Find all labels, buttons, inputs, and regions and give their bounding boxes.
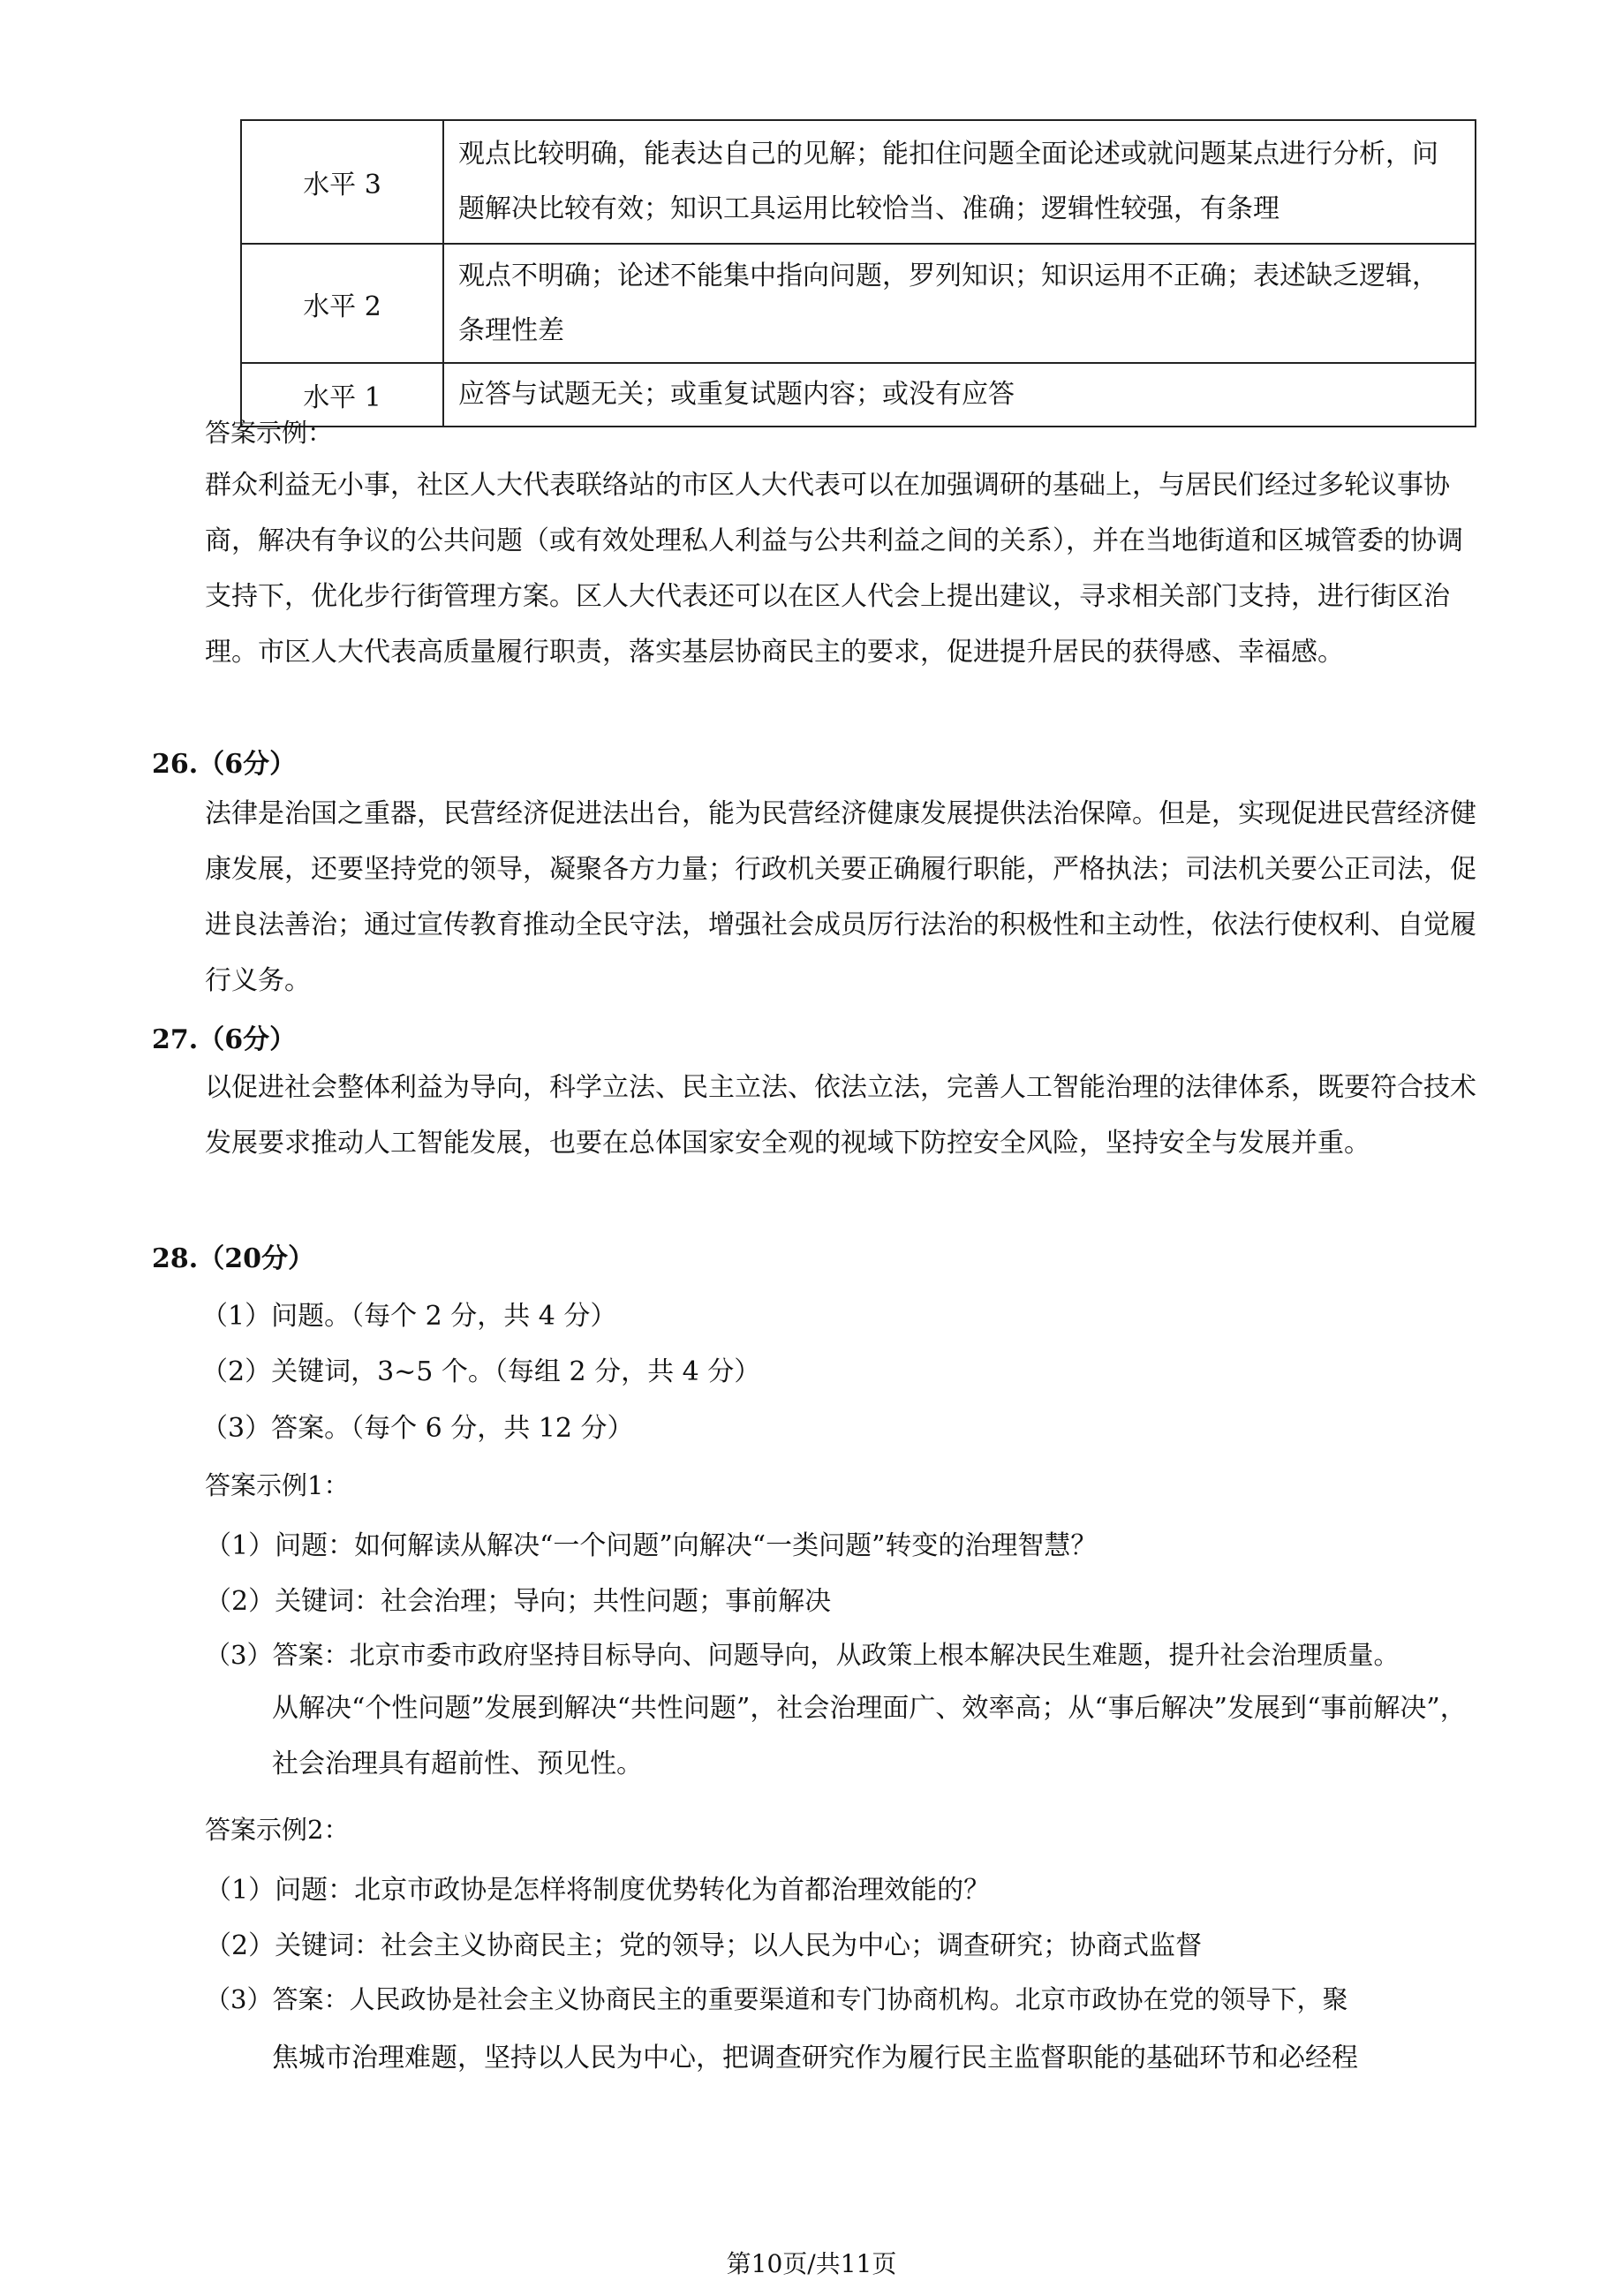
criteria-item: （2）关键词，3~5 个。（每组 2 分，共 4 分） <box>201 1356 761 1387</box>
level-description: 观点不明确；论述不能集中指向问题，罗列知识；知识运用不正确；表述缺乏逻辑，条理性差 <box>443 244 1476 363</box>
example1-answer-rest: 从解决“个性问题”发展到解决“共性问题”，社会治理面广、效率高；从“事后解决”发展到“事前解决”，社会治理具有超前性、预见性。 <box>272 1693 1467 1779</box>
page-number: 第10页/共11页 <box>726 2249 897 2278</box>
example-text: 群众利益无小事，社区人大代表联络站的市区人大代表可以在加强调研的基础上，与居民们经过多轮议事协商，解决有争议的公共问题（或有效处理私人利益与公共利益之间的关系），并在当地街道和区城管委的协调支持下，优化步行街管理方案。区人大代表还可以在区人代会上提出建议，寻求相关部门支持，进行街区治理。市区人大代表高质量履行职责，落实基层协商民主的要求，促进提升居民的获得感、幸福感。 <box>205 470 1463 668</box>
scoring-levels-table <box>240 119 1476 427</box>
question-26-number: 26.（6分） <box>152 749 297 780</box>
question-27-answer: 以促进社会整体利益为导向，科学立法、民主立法、依法立法，完善人工智能治理的法律体系，既要符合技术发展要求推动人工智能发展，也要在总体国家安全观的视域下防控安全风险，坚持安全与发展并重。 <box>205 1072 1476 1159</box>
question-26-answer: 法律是治国之重器，民营经济促进法出台，能为民营经济健康发展提供法治保障。但是，实现促进民营经济健康发展，还要坚持党的领导，凝聚各方力量；行政机关要正确履行职能，严格执法；司法机关要公正司法，促进良法善治；通过宣传教育推动全民守法，增强社会成员厉行法治的积极性和主动性，依法行使权利、自觉履行义务。 <box>205 798 1476 996</box>
question-27-number: 27.（6分） <box>152 1024 297 1055</box>
example1-label: 答案示例1： <box>205 1470 350 1500</box>
example1-answer-first: （3）答案：北京市委市政府坚持目标导向、问题导向，从政策上根本解决民生难题，提升社会治理质量。 <box>205 1640 1400 1670</box>
example2-label: 答案示例2： <box>205 1815 350 1845</box>
criteria-item: （3）答案。（每个 6 分，共 12 分） <box>201 1413 634 1444</box>
question-28-number: 28.（20分） <box>152 1243 314 1274</box>
example2-answer-first: （3）答案：人民政协是社会主义协商民主的重要渠道和专门协商机构。北京市政协在党的领导下，聚 <box>205 1984 1348 2014</box>
level-cell: 水平 1 <box>241 363 443 427</box>
example1-keywords: （2）关键词：社会治理；导向；共性问题；事前解决 <box>205 1586 832 1617</box>
level-cell: 水平 3 <box>241 120 443 244</box>
table-row <box>241 244 1476 363</box>
example2-answer-rest: 焦城市治理难题，坚持以人民为中心，把调查研究作为履行民主监督职能的基础环节和必经程 <box>272 2043 1358 2073</box>
level-description: 应答与试题无关；或重复试题内容；或没有应答 <box>443 363 1476 427</box>
criteria-item: （1）问题。（每个 2 分，共 4 分） <box>201 1301 617 1332</box>
table-row <box>241 363 1476 427</box>
example2-keywords: （2）关键词：社会主义协商民主；党的领导；以人民为中心；调查研究；协商式监督 <box>205 1930 1203 1961</box>
example1-question: （1）问题：如何解读从解决“一个问题”向解决“一类问题”转变的治理智慧？ <box>205 1530 1098 1561</box>
example2-question: （1）问题：北京市政协是怎样将制度优势转化为首都治理效能的？ <box>205 1875 991 1906</box>
level-cell: 水平 2 <box>241 244 443 363</box>
table-row <box>241 120 1476 244</box>
example-label: 答案示例： <box>205 418 334 448</box>
level-description: 观点比较明确，能表达自己的见解；能扣住问题全面论述或就问题某点进行分析，问题解决比较有效；知识工具运用比较恰当、准确；逻辑性较强，有条理 <box>443 120 1476 244</box>
